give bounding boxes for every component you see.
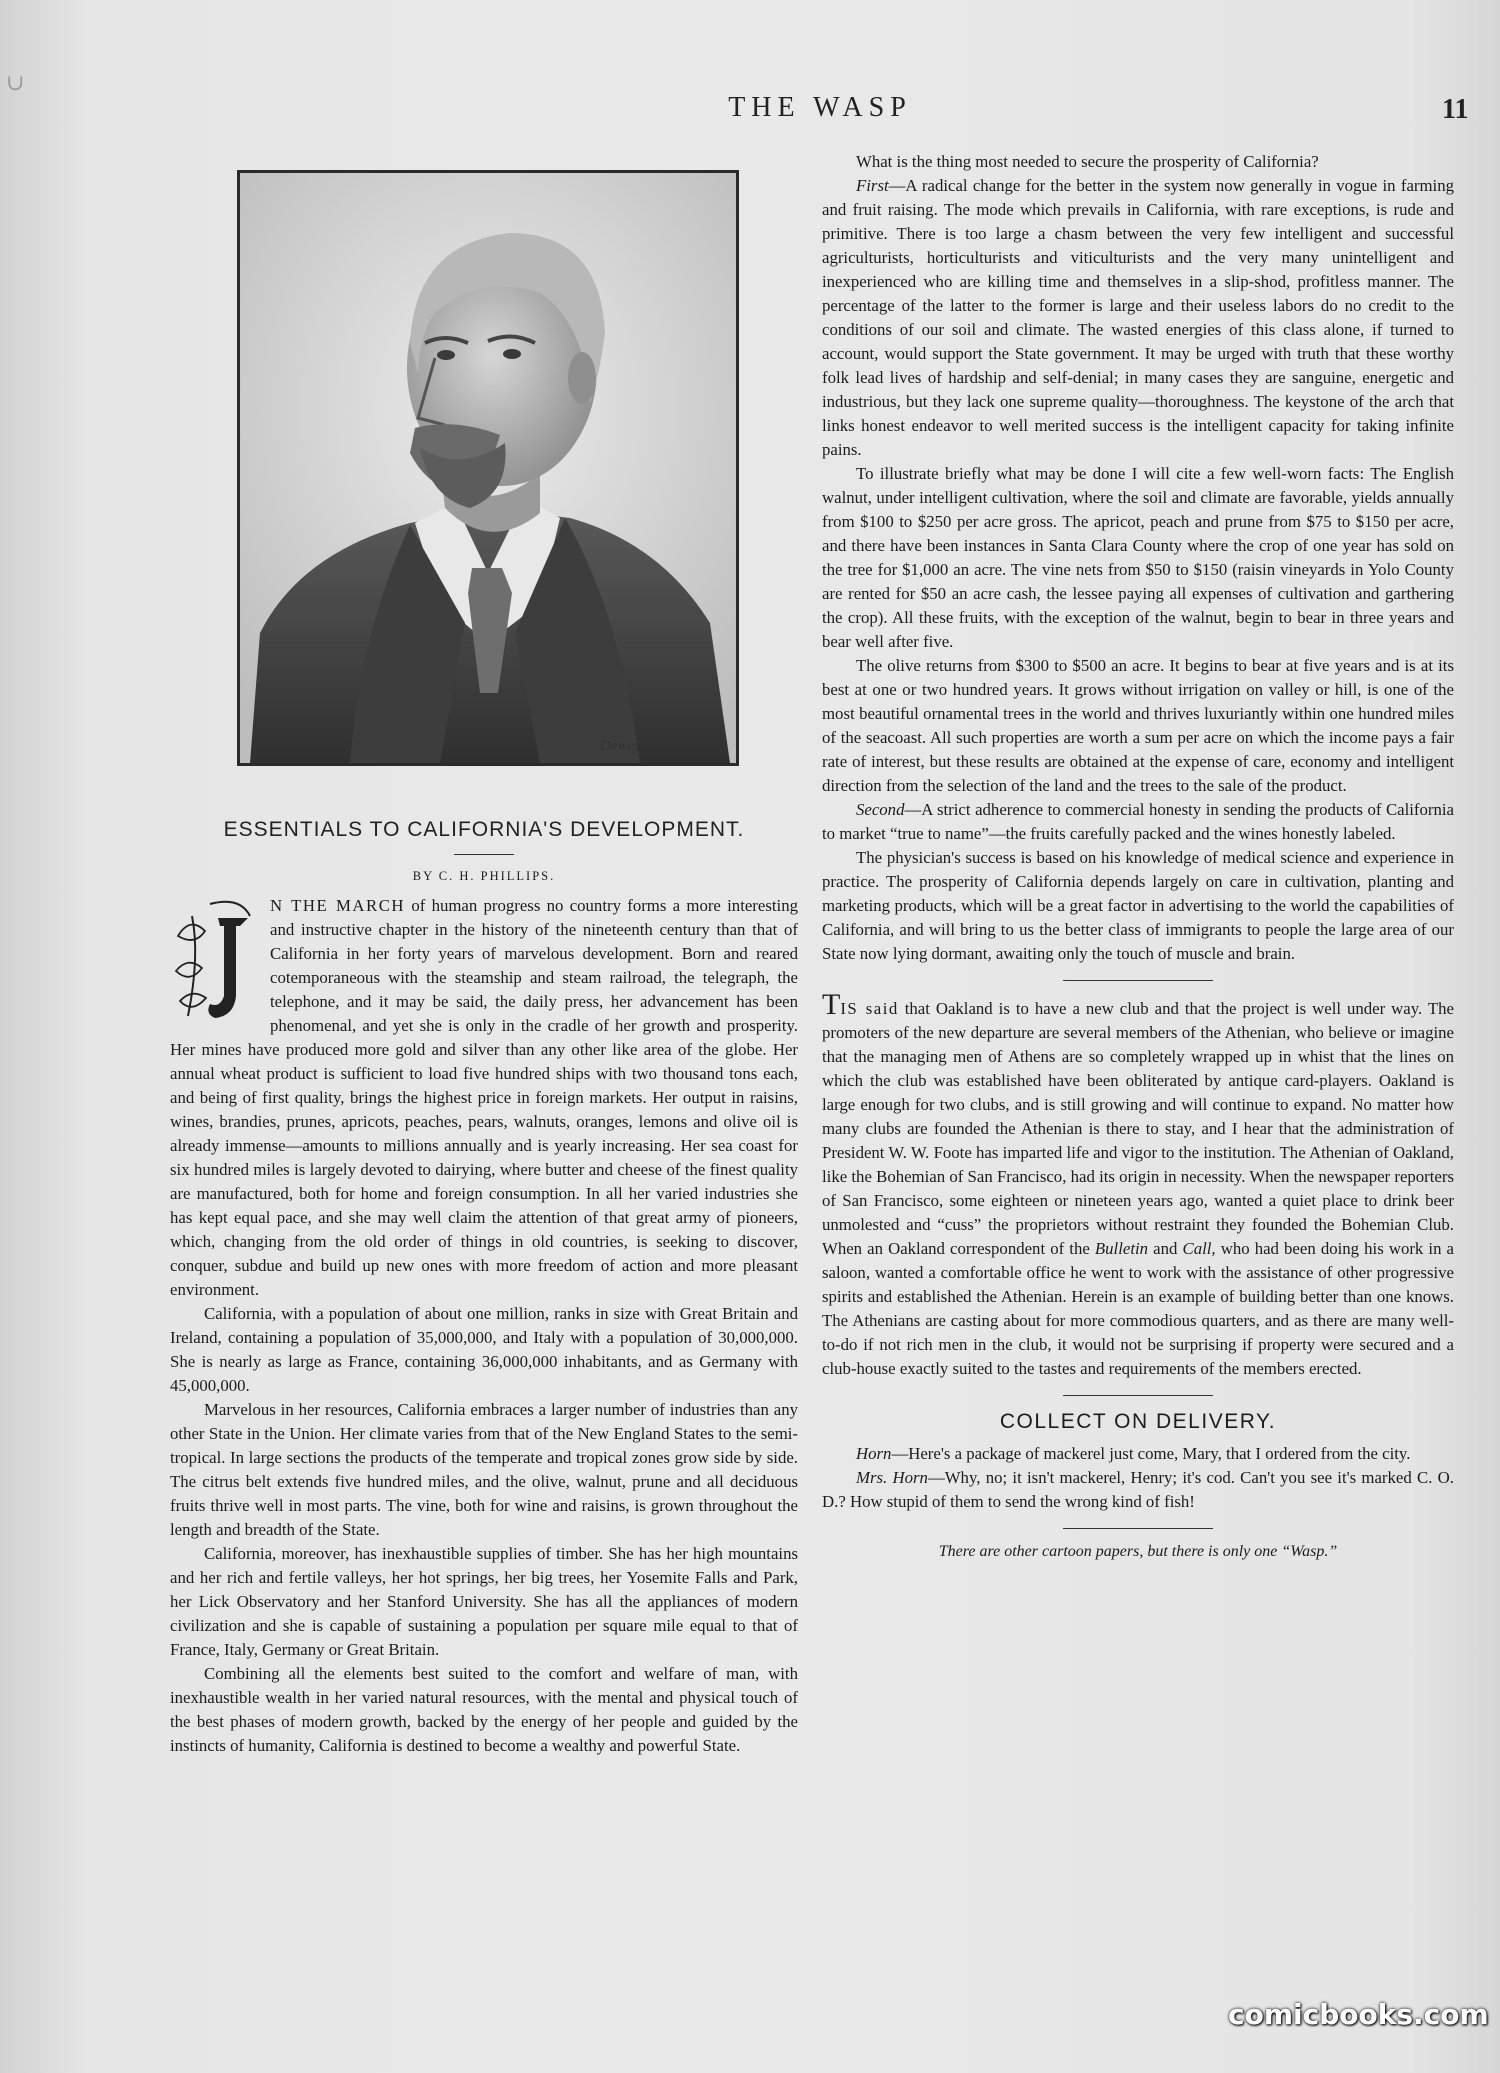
joke-line [822, 1442, 1454, 1466]
article-paragraph: To illustrate briefly what may be done I will cite a few well-worn facts: The English walnut, under intelligent cultivation, where the soil and climate are favorable, yields annually from $100 to $250 per acre gross. The apricot, peach and prune from $75 to $150 per acre, and there have been instances in Santa Clara County where the crop of one year has sold on the tree for $1,000 an acre. The vine nets from $50 to $150 (raisin vineyards in Yolo County are rented for $50 an acre cash, the lessee paying all expenses of cultivation and garthering the crop). All these fruits, with the exception of the walnut, begin to bear in three years and bear well after five. [822, 464, 1454, 651]
dialogue-text: —Here's a package of mackerel just come, Mary, that I ordered from the city. [891, 1444, 1411, 1463]
running-title: THE WASP [728, 92, 912, 123]
paragraph-text: who had been doing his work in a saloon, wanted a comfortable office he went to work with the assistance of other progressive spirits and established the Athenian. Herein is an example of building better than one knows. The Athenians are casting about for more commodious quarters, and as there are many well-to-do if not rich men in the club, it would not be surprising if property were secured and a club-house exactly suited to the tastes and requirements of the members erected. [822, 1239, 1455, 1378]
engraver-credit: Dewey Eng. Co. S.F. [600, 738, 724, 754]
right-column [822, 150, 1454, 1561]
left-column [170, 810, 798, 1758]
byline: BY C. H. PHILLIPS. [412, 869, 556, 883]
first-label: First [856, 176, 889, 195]
speaker-name: Mrs. Horn [856, 1468, 928, 1487]
watermark: comicbooks.com [1228, 1998, 1489, 2031]
article-paragraph [822, 798, 1454, 846]
joke-headline: COLLECT ON DELIVERY. [999, 1410, 1277, 1433]
page-margin-mark: ∪ [6, 70, 25, 95]
newspaper-name: Call, [1182, 1239, 1216, 1258]
speaker-name: Horn [856, 1444, 892, 1463]
initial-letter: T [822, 988, 841, 1021]
newspaper-name: Bulletin [1094, 1239, 1149, 1258]
closing-slogan: There are other cartoon papers, but there is only one “Wasp.” [938, 1543, 1338, 1560]
divider [1063, 1528, 1213, 1529]
divider [1063, 980, 1213, 981]
paragraph-text: —A radical change for the better in the system now generally in vogue in farming and fruit raising. The mode which prevails in California, with rare exceptions, is rude and primitive. There is too large a chasm between the very few intelligent and successful agriculturists, horticulturists and viticulturists and the very many unintelligent and inexperienced who are killing time and themselves in a slip-shod, profitless manner. The percentage of the latter to the former is large and their useless labors do no credit to the conditions of our soil and climate. The wasted energies of this class alone, if turned to account, would support the State government. It may be urged with truth that these worthy folk lead lives of hardship and self-denial; in many cases they are sanguine, energetic and industrious, but they lack one supreme quality—thoroughness. The keystone of the arch that links honest endeavor to well merited success is the intelligent capacity for taking infinite pains. [822, 176, 1454, 459]
page-number: 11 [1442, 94, 1469, 125]
joke-line [822, 1466, 1454, 1514]
article-paragraph: The physician's success is based on his knowledge of medical science and experience in practice. The prosperity of California depends largely on care in cultivation, planting and marketing products, which will be a great factor in advertising to the world the capabilities of California, and will bring to us the better class of immigrants to people the large area of our State now lying dormant, awaiting only the touch of muscle and brain. [822, 848, 1454, 963]
club-article-paragraph [822, 988, 1455, 1381]
opening-smallcaps: N THE MARCH [270, 896, 406, 915]
paragraph-text: —A strict adherence to commercial honesty in sending the products of California to market “true to name”—the fruits carefully packed and the wines honestly labeled. [822, 800, 1454, 843]
article-paragraph: The olive returns from $300 to $500 an acre. It begins to bear at five years and is at its best at one or two hundred years. It grows without irrigation on valley or hill, is one of the most beautiful ornamental trees in the world and thrives luxuriantly within one hundred miles of the seacoast. All such properties are worth a sum per acre on which the income pays a fair rate of interest, but these results are obtained at the expense of care, economy and intelligent direction from the selection of the land and the trees to the sale of the product. [822, 656, 1454, 795]
paragraph-text: and [1153, 1239, 1178, 1258]
divider [1063, 1395, 1213, 1396]
article-paragraph: What is the thing most needed to secure the prosperity of California? [856, 152, 1319, 171]
ornamental-initial-i-icon [170, 896, 260, 1026]
dialogue-text: —Why, no; it isn't mackerel, Henry; it's cod. Can't you see it's marked C. O. D.? How stupid of them to send the wrong kind of fish! [822, 1468, 1454, 1511]
article-paragraph [822, 174, 1454, 462]
portrait-engraving-illustration [240, 173, 736, 763]
article-paragraph: California, moreover, has inexhaustible supplies of timber. She has her high mountains and her rich and fertile valleys, her hot springs, her big trees, her Yosemite Falls and Park, her Lick Observatory and her Stanford University. She has all the appliances of modern civilization and she is capable of sustaining a population per square mile equal to that of France, Italy, Germany or Great Britain. [170, 1544, 798, 1659]
opening-smallcaps: IS said [840, 999, 899, 1018]
paragraph-text: of human progress no country forms a more interesting and instructive chapter in the history of the nineteenth century than that of California in her forty years of marvelous development. Born and reared cotemporaneous with the steamship and steam railroad, the telegraph, the telephone, and it may be said, the daily press, her advancement has been phenomenal, and yet she is only in the cradle of her growth and prosperity. Her mines have produced more gold and silver than any other like area of the globe. Her annual wheat product is sufficient to load five hundred ships with two thousand tons each, and being of first quality, brings the highest price in foreign markets. Her output in raisins, wines, brandies, prunes, apricots, peaches, pears, walnuts, oranges, lemons and olive oil is already immense—amounts to millions annually and is yearly increasing. Her sea coast for six hundred miles is largely devoted to dairying, where butter and cheese of the finest quality are manufactured, both for home and foreign consumption. In all her varied industries she has kept equal pace, and she may well claim the attention of that great army of pioneers, which, changing from the old order of things in old countries, is seeking to discover, conquer, subdue and build up new ones with more freedom of action and more pleasant environment. [170, 896, 798, 1299]
article-paragraph: Combining all the elements best suited to the comfort and welfare of man, with inexhaustible wealth in her varied natural resources, with the mental and physical touch of the best phases of modern growth, backed by the energy of her people and guided by the instincts of humanity, California is destined to become a wealthy and powerful State. [170, 1664, 798, 1755]
portrait-image [237, 170, 739, 766]
article-headline: ESSENTIALS TO CALIFORNIA'S DEVELOPMENT. [223, 818, 745, 841]
divider [454, 854, 514, 855]
article-paragraph: Marvelous in her resources, California embraces a larger number of industries than any other State in the Union. Her climate varies from that of the New England States to the semi-tropical. In large sections the products of the temperate and tropical zones grow side by side. The citrus belt extends five hundred miles, and the olive, walnut, prune and all deciduous fruits thrive well in most parts. The vine, both for wine and raisins, is grown throughout the length and breadth of the State. [170, 1400, 798, 1539]
paragraph-text: that Oakland is to have a new club and that the project is well under way. The promoters of the new departure are several members of the Athenian, who believe or imagine that the managing men of Athens are so completely wrapped up in whist that the lines on which the club was established have been obliterated by antique card-players. Oakland is large enough for two clubs, and is still growing and will continue to expand. No matter how many clubs are founded the Athenian is there to stay, and I hear that the administration of President W. W. Foote has imparted life and vigor to the institution. The Athenian of Oakland, like the Bohemian of San Francisco, had its origin in necessity. When the newspaper reporters of San Francisco, some eighteen or nineteen years ago, wanted a quiet place to drink beer unmolested and “cuss” the proprietors without restraint they founded the Bohemian Club. When an Oakland correspondent of the [822, 999, 1454, 1258]
article-paragraph [170, 894, 798, 1302]
article-paragraph: California, with a population of about one million, ranks in size with Great Britain and Ireland, containing a population of 35,000,000, and Italy with a population of 30,000,000. She is nearly as large as France, containing 36,000,000 inhabitants, and as Germany with 45,000,000. [170, 1304, 798, 1395]
second-label: Second [856, 800, 905, 819]
